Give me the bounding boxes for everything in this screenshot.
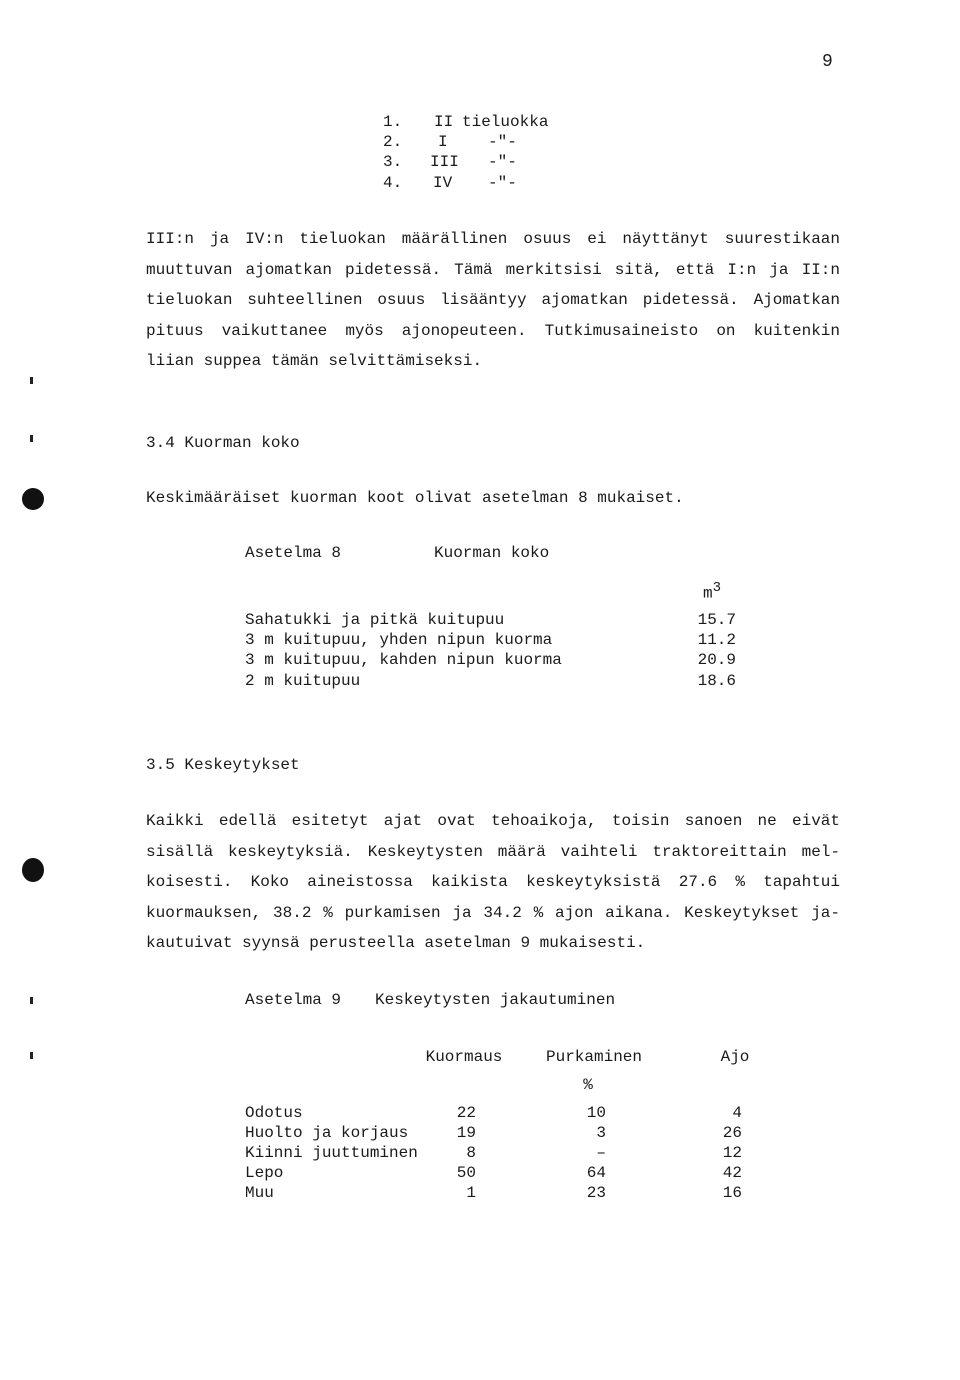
- punch-hole-mark: [22, 488, 44, 510]
- list-number: 4.: [383, 174, 403, 192]
- list-number: 3.: [383, 153, 403, 171]
- road-class-label: -"-: [488, 133, 517, 151]
- unit-base: m: [703, 584, 713, 603]
- row-value: 15.7: [697, 611, 736, 629]
- cell-value: 3: [596, 1124, 606, 1142]
- text-line: kautuivat syynsä perusteella asetelman 9 mukaisesti.: [146, 934, 646, 952]
- margin-tick: [30, 377, 33, 384]
- section-heading: 3.4 Kuorman koko: [146, 434, 300, 452]
- row-label: Sahatukki ja pitkä kuitupuu: [245, 611, 505, 629]
- table-label: Asetelma 9: [245, 991, 342, 1009]
- text-line: koisesti. Koko aineistossa kaikista keskeytyksistä 27.6 % tapahtui: [146, 873, 840, 891]
- cell-value: 1: [466, 1184, 476, 1202]
- text-line: liian suppea tämän selvittämiseksi.: [146, 352, 483, 370]
- cell-value: 4: [732, 1104, 742, 1122]
- column-header: Purkaminen: [545, 1048, 642, 1066]
- list-number: 2.: [383, 133, 403, 151]
- cell-value: 64: [586, 1164, 606, 1182]
- row-label: Huolto ja korjaus: [245, 1124, 409, 1142]
- text-line: sisällä keskeytyksiä. Keskeytysten määrä vaihteli traktoreittain mel-: [146, 842, 840, 861]
- unit-superscript: 3: [712, 580, 722, 596]
- row-value: 18.6: [697, 672, 736, 690]
- cell-value: 42: [722, 1164, 742, 1182]
- text-line: muuttuvan ajomatkan pidetessä. Tämä merkitsisi sitä, että I:n ja II:n: [146, 260, 840, 279]
- cell-value: 50: [456, 1164, 476, 1182]
- road-class: IV: [433, 174, 453, 192]
- row-label: Lepo: [245, 1164, 284, 1182]
- margin-tick: [30, 435, 33, 442]
- cell-value: 16: [722, 1184, 742, 1202]
- paragraph-road-classes: [146, 224, 840, 377]
- unit-label: %: [583, 1076, 593, 1094]
- row-label: 3 m kuitupuu, yhden nipun kuorma: [245, 631, 553, 649]
- text-line: pituus vaikuttanee myös ajonopeuteen. Tutkimusaineisto on kuitenkin: [146, 321, 840, 340]
- margin-tick: [30, 997, 33, 1004]
- cell-value: 8: [466, 1144, 476, 1162]
- table-title: Keskeytysten jakautuminen: [375, 991, 616, 1009]
- column-header: Ajo: [720, 1048, 750, 1066]
- text-line: tieluokan suhteellinen osuus lisääntyy ajomatkan pidetessä. Ajomatkan: [146, 291, 840, 309]
- row-label: 2 m kuitupuu: [245, 672, 361, 690]
- section-heading: 3.5 Keskeytykset: [146, 756, 300, 774]
- road-class: I: [438, 133, 448, 151]
- row-label: 3 m kuitupuu, kahden nipun kuorma: [245, 651, 562, 669]
- cell-value: 12: [722, 1144, 742, 1162]
- table-title: Kuorman koko: [434, 544, 550, 562]
- text-line: III:n ja IV:n tieluokan määrällinen osuus ei näyttänyt suurestikaan: [146, 230, 840, 248]
- list-number: 1.: [383, 113, 403, 131]
- cell-value: 26: [722, 1124, 742, 1142]
- row-value: 11.2: [697, 631, 736, 649]
- table-label: Asetelma 8: [245, 544, 342, 562]
- cell-value: 10: [586, 1104, 606, 1122]
- page-number: 9: [822, 52, 833, 72]
- punch-hole-mark: [22, 858, 44, 882]
- paragraph-interruptions: [146, 806, 840, 959]
- margin-tick: [30, 1052, 33, 1059]
- road-class-label: -"-: [488, 174, 517, 192]
- road-class: II: [434, 113, 454, 131]
- row-label: Odotus: [245, 1104, 303, 1122]
- cell-value: –: [596, 1144, 606, 1162]
- cell-value: 23: [586, 1184, 606, 1202]
- cell-value: 19: [456, 1124, 476, 1142]
- text-line: Kaikki edellä esitetyt ajat ovat tehoaikoja, toisin sanoen ne eivät: [146, 812, 840, 830]
- row-label: Muu: [245, 1184, 274, 1202]
- cell-value: 22: [456, 1104, 476, 1122]
- section-intro: Keskimääräiset kuorman koot olivat asetelman 8 mukaiset.: [146, 489, 684, 507]
- column-header: Kuormaus: [425, 1048, 503, 1066]
- row-value: 20.9: [697, 651, 736, 669]
- text-line: kuormauksen, 38.2 % purkamisen ja 34.2 % ajon aikana. Keskeytykset ja-: [146, 903, 840, 922]
- row-label: Kiinni juuttuminen: [245, 1144, 418, 1162]
- road-class-label: tieluokka: [462, 113, 549, 131]
- road-class-label: -"-: [488, 153, 517, 171]
- road-class: III: [430, 153, 459, 171]
- unit-label: [703, 580, 721, 602]
